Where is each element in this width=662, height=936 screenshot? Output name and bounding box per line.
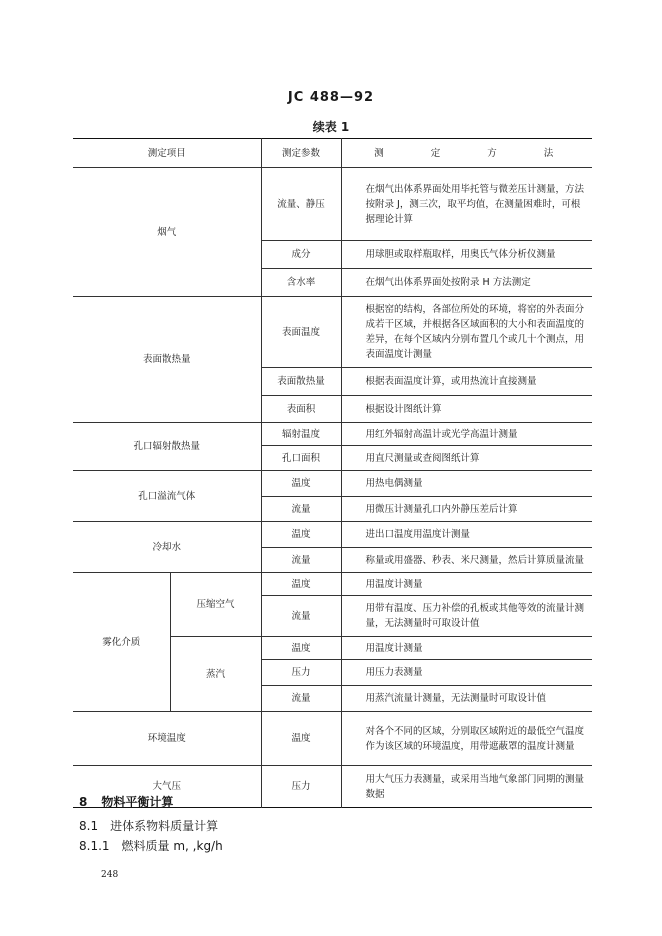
method-cell: 在烟气出体系界面处按附录 H 方法测定 (341, 269, 592, 297)
page-number: 248 (101, 870, 119, 880)
method-cell: 用直尺测量或查阅图纸计算 (341, 446, 592, 471)
param-cell: 辐射温度 (261, 423, 341, 446)
subsection-heading (79, 817, 230, 834)
param-cell: 流量、静压 (261, 168, 341, 241)
param-cell: 压力 (261, 766, 341, 808)
table-row (73, 712, 592, 766)
item-cell: 表面散热量 (73, 297, 261, 423)
section-title: 物料平衡计算 (101, 795, 174, 809)
method-cell: 用温度计测量 (341, 573, 592, 596)
param-cell: 温度 (261, 522, 341, 548)
param-cell: 流量 (261, 548, 341, 573)
subsection-title: 进体系物料质量计算 (110, 819, 219, 833)
method-cell: 用蒸汽流量计测量，无法测量时可取设计值 (341, 686, 592, 712)
param-cell: 表面散热量 (261, 368, 341, 396)
table-row (73, 297, 592, 368)
param-cell: 孔口面积 (261, 446, 341, 471)
table-row (73, 471, 592, 497)
header-method: 测 定 方 法 (341, 139, 592, 168)
param-cell: 温度 (261, 637, 341, 660)
item-cell: 孔口溢流气体 (73, 471, 261, 522)
subsubsection-heading (79, 837, 235, 854)
method-cell: 用微压计测量孔口内外静压差后计算 (341, 497, 592, 522)
section-number: 8 (79, 795, 88, 809)
param-cell: 温度 (261, 712, 341, 766)
standard-code: JC 488—92 (287, 90, 375, 105)
header-param: 测定参数 (261, 139, 341, 168)
item-cell: 烟气 (73, 168, 261, 297)
param-cell: 流量 (261, 596, 341, 637)
method-cell: 对各个不同的区域，分别取区域附近的最低空气温度作为该区域的环境温度，用带遮蔽罩的温度计测量 (341, 712, 592, 766)
subsubsection-number: 8.1.1 (79, 839, 110, 853)
param-cell: 流量 (261, 686, 341, 712)
subsubsection-title: 燃料质量 m, ,kg/h (121, 839, 223, 853)
method-cell: 进出口温度用温度计测量 (341, 522, 592, 548)
param-cell: 温度 (261, 573, 341, 596)
param-cell: 表面温度 (261, 297, 341, 368)
table-row (73, 573, 592, 596)
section-heading (79, 793, 187, 810)
method-cell: 用球胆或取样瓶取样，用奥氏气体分析仪测量 (341, 241, 592, 269)
method-cell: 用带有温度、压力补偿的孔板或其他等效的流量计测量，无法测量时可取设计值 (341, 596, 592, 637)
param-cell: 温度 (261, 471, 341, 497)
param-cell: 压力 (261, 660, 341, 686)
table-header-row (73, 139, 592, 168)
method-cell: 用红外辐射高温计或光学高温计测量 (341, 423, 592, 446)
subitem-cell: 蒸汽 (170, 637, 261, 712)
method-cell: 用压力表测量 (341, 660, 592, 686)
measurement-table (73, 138, 592, 808)
item-cell: 冷却水 (73, 522, 261, 573)
subsection-number: 8.1 (79, 819, 99, 833)
method-cell: 根据表面温度计算，或用热流计直接测量 (341, 368, 592, 396)
table-row (73, 522, 592, 548)
method-cell: 用大气压力表测量，或采用当地气象部门同期的测量数据 (341, 766, 592, 808)
header-item: 测定项目 (73, 139, 261, 168)
param-cell: 含水率 (261, 269, 341, 297)
method-cell: 用温度计测量 (341, 637, 592, 660)
table-row (73, 168, 592, 241)
subitem-cell: 压缩空气 (170, 573, 261, 637)
table-row (73, 423, 592, 446)
method-cell: 在烟气出体系界面处用毕托管与微差压计测量，方法按附录 J，测三次，取平均值，在测量困难时，可根据理论计算 (341, 168, 592, 241)
param-cell: 成分 (261, 241, 341, 269)
table-continued-title: 续表 1 (312, 120, 350, 134)
method-cell: 用热电偶测量 (341, 471, 592, 497)
method-cell: 根据设计图纸计算 (341, 396, 592, 423)
method-cell: 称量或用盛器、秒表、米尺测量，然后计算质量流量 (341, 548, 592, 573)
param-cell: 表面积 (261, 396, 341, 423)
item-cell: 孔口辐射散热量 (73, 423, 261, 471)
item-cell: 环境温度 (73, 712, 261, 766)
param-cell: 流量 (261, 497, 341, 522)
method-cell: 根据窑的结构，各部位所处的环境，将窑的外表面分成若干区域，并根据各区域面积的大小和表面温度的差异，在每个区域内分别布置几个或几十个测点，用表面温度计测量 (341, 297, 592, 368)
item-cell: 雾化介质 (73, 573, 170, 712)
item-cell: 大气压 (73, 766, 261, 808)
